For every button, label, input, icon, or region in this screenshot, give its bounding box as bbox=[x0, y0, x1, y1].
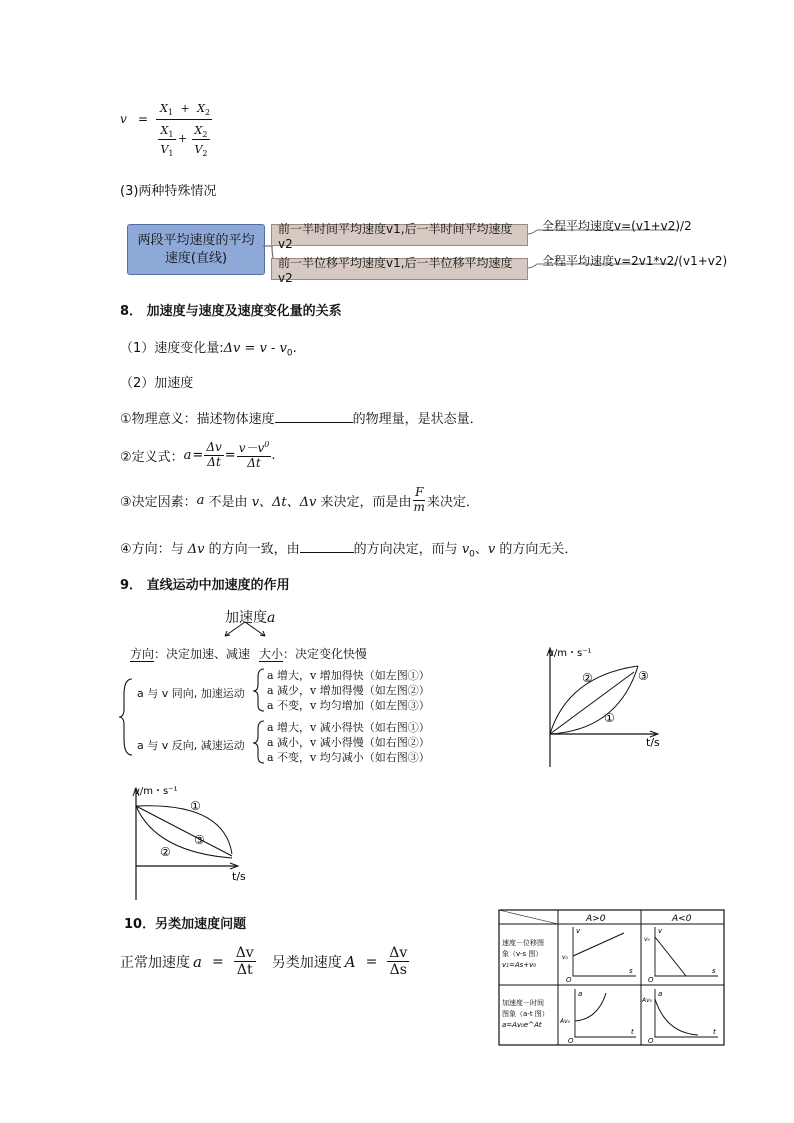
magnitude-label: 大小 bbox=[259, 647, 284, 661]
item1-end: . bbox=[292, 341, 297, 356]
v2: V bbox=[194, 143, 203, 157]
cell4-t: t bbox=[713, 1028, 716, 1036]
direction-row bbox=[130, 645, 250, 662]
opp-item: a 减小，v 减小得慢（如右图②） bbox=[267, 736, 430, 749]
section8-item2: （2）加速度 bbox=[120, 376, 194, 391]
same-item: a 增大，v 增加得快（如左图①） bbox=[267, 669, 430, 682]
meaning-suffix: 的物理量，是状态量． bbox=[352, 412, 483, 427]
def-frac1 bbox=[204, 441, 223, 470]
def-a: a bbox=[183, 447, 192, 463]
normal-frac bbox=[234, 945, 256, 978]
same-brace bbox=[253, 669, 264, 711]
x1-sub: 1 bbox=[167, 108, 173, 118]
normal-den: Δt bbox=[236, 962, 253, 979]
def-eq2: = bbox=[224, 447, 236, 463]
direction-label: 方向 bbox=[130, 647, 155, 661]
magnitude-text: ：决定变化快慢 bbox=[283, 647, 368, 661]
x1-b: X bbox=[160, 124, 169, 137]
normal-label: 正常加速度 bbox=[120, 954, 190, 971]
map-branch2-text: 前一半位移平均速度v1,后一半位移平均速度v2 bbox=[278, 255, 513, 285]
opp-brace bbox=[253, 721, 264, 763]
cell1-o: O bbox=[566, 976, 572, 984]
decelerating-graph bbox=[124, 780, 254, 902]
plus-top: + bbox=[180, 102, 190, 115]
cell2-s: s bbox=[712, 967, 716, 975]
section8-definition bbox=[120, 440, 275, 471]
opp-item: a 增大，v 减小得快（如右图①） bbox=[267, 721, 430, 734]
def-den2: Δt bbox=[247, 455, 261, 470]
cell3-av0: Av₀ bbox=[560, 1018, 571, 1025]
dir-prefix: ④方向：与 bbox=[120, 542, 188, 557]
cell2-o: O bbox=[648, 976, 654, 984]
factor-num: F bbox=[415, 485, 424, 499]
def-frac2 bbox=[237, 440, 272, 471]
graph1-xlabel: t/s bbox=[646, 736, 660, 749]
graph2-xlabel: t/s bbox=[232, 870, 246, 883]
opp-item: a 不变，v 均匀减小（如右图③） bbox=[267, 751, 430, 764]
map-root-text: 两段平均速度的平均速度(直线) bbox=[137, 232, 255, 266]
opp-items bbox=[267, 720, 430, 765]
cell1-s: s bbox=[629, 967, 633, 975]
special-cases-label: (3)两种特殊情况 bbox=[120, 184, 217, 199]
other-frac bbox=[387, 945, 409, 978]
map-branch1 bbox=[271, 221, 528, 251]
same-item: a 不变，v 均匀增加（如左图③） bbox=[267, 699, 430, 712]
x1: X bbox=[160, 102, 168, 115]
dir-sep: 、 bbox=[474, 542, 488, 557]
graph2-c1: ① bbox=[190, 799, 201, 813]
cell2-v0: v₀ bbox=[644, 936, 650, 943]
row1-label: 速度－位移图 bbox=[502, 939, 544, 947]
def-num2-wrap bbox=[237, 440, 272, 457]
row1-label: v₁=As+v₀ bbox=[502, 961, 537, 969]
magnitude-row bbox=[259, 645, 367, 662]
cell2-v: v bbox=[658, 927, 663, 935]
graph2-c3: ③ bbox=[194, 833, 205, 847]
plus-bottom: + bbox=[178, 132, 188, 145]
map-branch1-text: 前一半时间平均速度v1,后一半时间平均速度v2 bbox=[278, 221, 513, 251]
direction-text: ：决定加速、减速 bbox=[154, 647, 251, 661]
graph1-ylabel: v/m・s⁻¹ bbox=[548, 648, 592, 659]
other-A: A bbox=[344, 952, 356, 971]
factor-frac bbox=[412, 486, 427, 515]
direction-blank[interactable] bbox=[300, 540, 354, 553]
row2-label: 图象（a-t 图） bbox=[502, 1010, 549, 1018]
cell4-a: a bbox=[658, 990, 663, 998]
dir-v0-sub: 0 bbox=[469, 549, 475, 560]
row1-label: 象（v-s 图） bbox=[502, 950, 543, 958]
other-den: Δs bbox=[389, 962, 407, 979]
section8-factor bbox=[120, 486, 479, 515]
row2-label: a=Av₀e^At bbox=[502, 1021, 542, 1029]
other-label: 另类加速度 bbox=[271, 954, 342, 971]
graph2-c2: ② bbox=[160, 845, 171, 859]
formula-eq: = bbox=[138, 112, 149, 126]
factor-suffix: 来决定． bbox=[426, 494, 479, 510]
section9-braces bbox=[118, 665, 268, 770]
factor-mid2: 来决定，而是由 bbox=[316, 494, 412, 510]
x1b-sub: 1 bbox=[168, 130, 174, 140]
accel-arrow-right bbox=[245, 622, 265, 636]
def-num2-sup: 0 bbox=[264, 440, 270, 449]
graph1-c2: ② bbox=[582, 671, 593, 685]
accel-arrows bbox=[215, 620, 275, 640]
section9-title: 9． 直线运动中加速度的作用 bbox=[120, 578, 290, 593]
v1: V bbox=[160, 143, 169, 157]
item1-expr: Δv = v - v bbox=[223, 341, 287, 356]
dir-end: 的方向无关． bbox=[495, 542, 578, 557]
accel-label-text: 加速度 bbox=[225, 610, 267, 626]
accel-table bbox=[498, 909, 726, 1047]
factor-mid: 不是由 bbox=[204, 494, 252, 510]
dir-v0: v bbox=[461, 542, 470, 557]
map-result1: 全程平均速度v=(v1+v2)/2 bbox=[542, 219, 692, 233]
map-root-box bbox=[127, 224, 265, 275]
normal-eq: = bbox=[211, 953, 224, 970]
accelerating-graph bbox=[538, 642, 678, 770]
normal-a: a bbox=[193, 952, 202, 971]
dir-dv: Δv bbox=[187, 542, 205, 557]
dir-v: v bbox=[487, 542, 496, 557]
def-eq1: = bbox=[192, 447, 204, 463]
section10-title: 10．另类加速度问题 bbox=[124, 917, 247, 932]
item1-sub: 0 bbox=[286, 348, 293, 359]
meaning-prefix: ①物理意义：描述物体速度 bbox=[120, 412, 275, 427]
factor-a: a bbox=[196, 492, 205, 508]
same-items bbox=[267, 668, 430, 713]
table-h1: A>0 bbox=[586, 914, 606, 924]
factor-prefix: ③决定因素： bbox=[120, 494, 197, 510]
same-direction-label: a 与 v 同向, 加速运动 bbox=[137, 687, 245, 700]
dir-mid2: 的方向决定，而与 bbox=[353, 542, 462, 557]
v2-sub: 2 bbox=[202, 149, 208, 159]
formula-numerator bbox=[160, 102, 210, 117]
x2-b: X bbox=[194, 124, 203, 137]
opposite-direction-label: a 与 v 反向, 减速运动 bbox=[137, 739, 245, 752]
formula-main-bar bbox=[156, 119, 212, 120]
v1-sub: 1 bbox=[168, 149, 174, 159]
def-num2: v－v bbox=[238, 441, 265, 455]
cell1-v: v bbox=[576, 927, 581, 935]
formula-sub-frac2 bbox=[192, 124, 210, 158]
factor-den: m bbox=[413, 499, 425, 514]
cell3-a: a bbox=[578, 990, 583, 998]
x2: X bbox=[197, 102, 205, 115]
section8-direction bbox=[120, 538, 577, 560]
cell1-v0: v₀ bbox=[562, 954, 568, 961]
section8-meaning bbox=[120, 408, 483, 427]
dir-mid: 的方向一致，由 bbox=[204, 542, 300, 557]
formula-sub-frac1 bbox=[158, 124, 176, 158]
item1-prefix: （1）速度变化量: bbox=[120, 341, 224, 356]
normal-num: Δv bbox=[235, 945, 254, 961]
other-num: Δv bbox=[389, 945, 408, 961]
cell3-o: O bbox=[568, 1037, 574, 1045]
map-branch2 bbox=[271, 255, 528, 285]
def-num1: Δv bbox=[206, 440, 222, 454]
cell4-av0: Av₀ bbox=[642, 997, 653, 1004]
graph1-c1: ① bbox=[604, 711, 615, 725]
row2-label: 加速度－时间 bbox=[502, 999, 544, 1007]
table-h2: A<0 bbox=[672, 914, 692, 924]
accel-var: a bbox=[267, 610, 276, 626]
section8-item1 bbox=[120, 337, 297, 359]
formula-lhs: v bbox=[120, 112, 127, 126]
def-prefix: ②定义式： bbox=[120, 449, 184, 465]
x2-sub: 2 bbox=[205, 108, 211, 118]
map-result2: 全程平均速度v=2v1*v2/(v1+v2) bbox=[542, 254, 728, 268]
x2b-sub: 2 bbox=[202, 130, 208, 140]
outer-brace bbox=[119, 679, 132, 755]
cell3-t: t bbox=[631, 1028, 634, 1036]
graph2-ylabel: v/m・s⁻¹ bbox=[134, 786, 178, 797]
section8-title: 8． 加速度与速度及速度变化量的关系 bbox=[120, 304, 342, 319]
meaning-blank[interactable] bbox=[275, 410, 353, 423]
other-eq: = bbox=[365, 953, 378, 970]
accel-arrow-left bbox=[225, 622, 245, 636]
same-item: a 减少，v 增加得慢（如左图②） bbox=[267, 684, 430, 697]
def-end: . bbox=[271, 447, 276, 463]
normal-accel-formula bbox=[120, 945, 409, 978]
graph1-c3: ③ bbox=[638, 669, 649, 683]
cell4-o: O bbox=[648, 1037, 654, 1045]
def-den1: Δt bbox=[207, 454, 221, 469]
average-velocity-formula bbox=[120, 100, 240, 165]
factor-vars: v、Δt、Δv bbox=[251, 494, 317, 510]
